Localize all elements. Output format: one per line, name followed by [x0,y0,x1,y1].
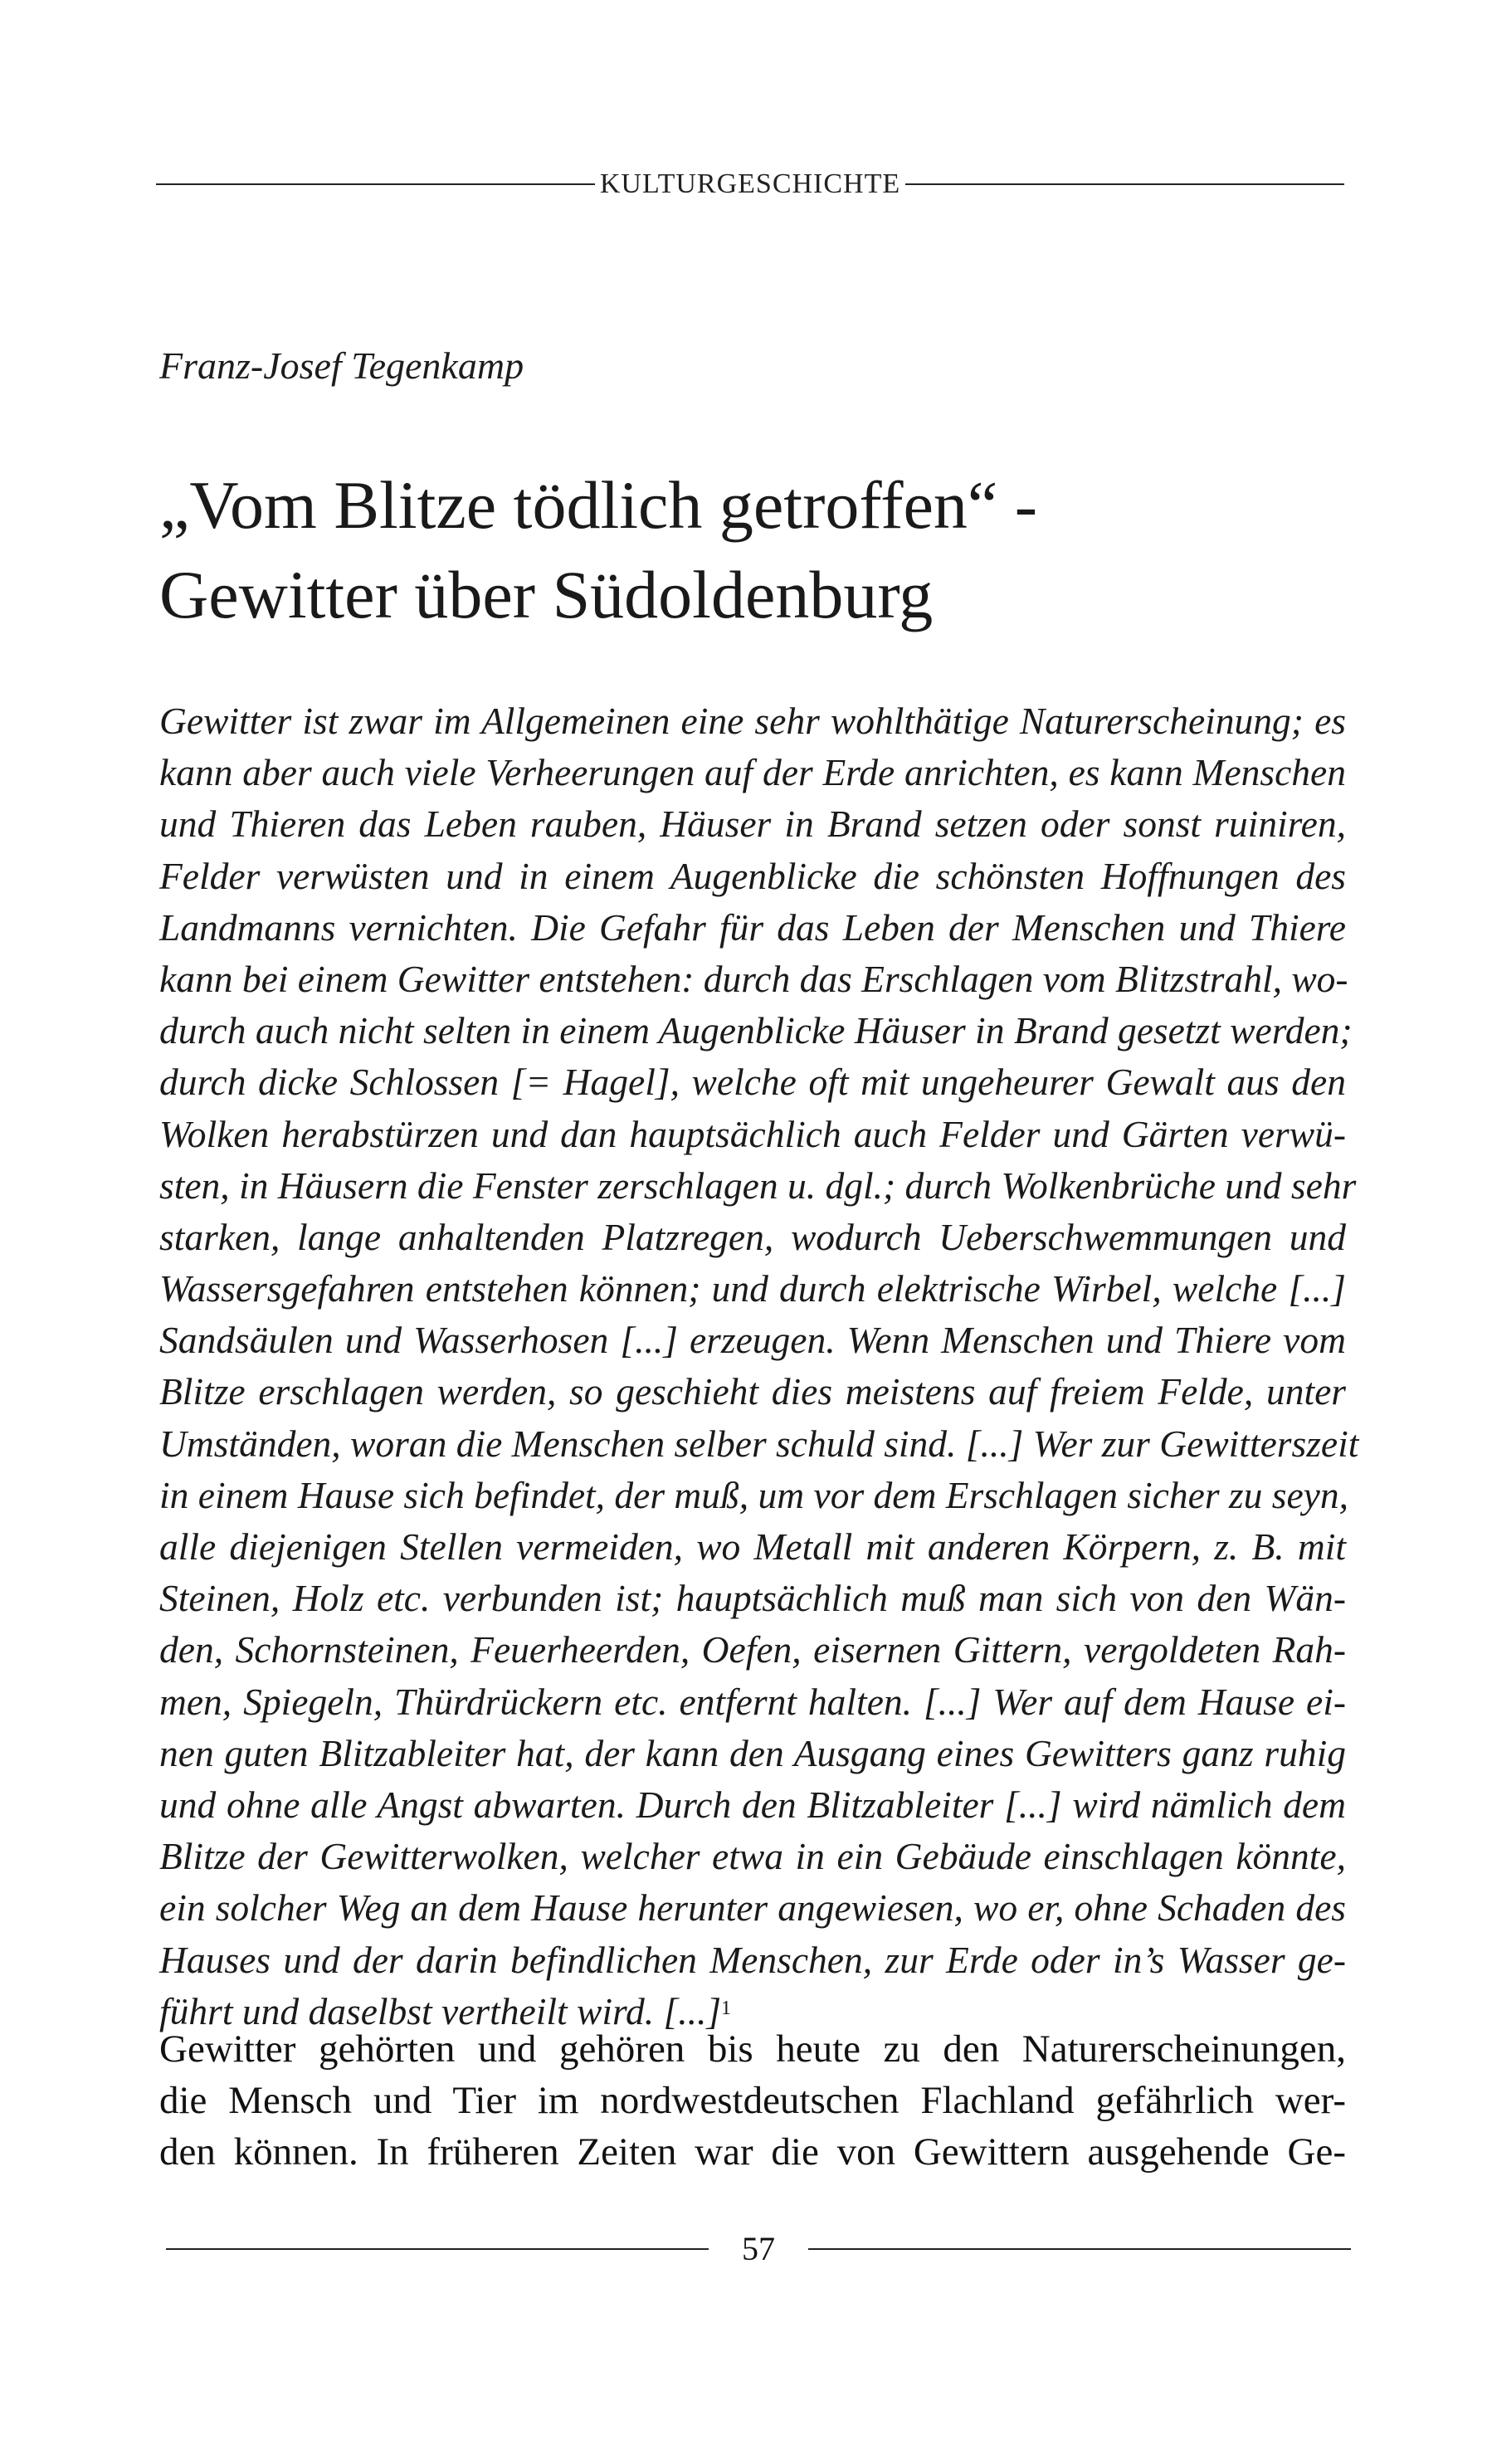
footer-rule-left [166,2248,709,2250]
footer-rule-right [808,2248,1351,2250]
quote-line: Blitze erschlagen werden, so geschieht dies meistens auf freiem Felde, unter [159,1370,1346,1413]
quote-line: Sandsäulen und Wasserhosen [...] erzeugen. Wenn Menschen und Thiere vom [159,1319,1346,1362]
quote-line: Wolken herabstürzen und dan hauptsächlich auch Felder und Gärten verwü- [159,1112,1346,1155]
body-line: den können. In früheren Zeiten war die von Gewittern ausgehende Ge- [159,2130,1346,2174]
quote-line: alle diejenigen Stellen vermeiden, wo Metall mit anderen Körpern, z. B. mit [159,1525,1346,1568]
quote-line: kann bei einem Gewitter entstehen: durch das Erschlagen vom Blitzstrahl, wo- [159,957,1348,1000]
author-name: Franz-Josef Tegenkamp [159,344,524,387]
quote-line: und Thieren das Leben rauben, Häuser in Brand setzen oder sonst ruiniren, [159,803,1346,846]
header-rule-left [156,183,595,185]
quote-line: führt und daselbst vertheilt wird. [...] [159,1989,722,2032]
quote-line: Umständen, woran die Menschen selber schuld sind. [...] Wer zur Gewitterszeit [159,1422,1359,1465]
quote-line: nen guten Blitzableiter hat, der kann den Ausgang eines Gewitters ganz ruhig [159,1731,1346,1774]
body-paragraph [159,2023,1346,2178]
quote-line: starken, lange anhaltenden Platzregen, wodurch Ueberschwemmungen und [159,1215,1346,1258]
quote-line: Hauses und der darin befindlichen Menschen, zur Erde oder in’s Wasser ge- [159,1938,1346,1981]
body-line: die Mensch und Tier im nordwestdeutschen Flachland gefährlich wer- [159,2079,1346,2122]
body-line: Gewitter gehörten und gehören bis heute zu den Naturerscheinungen, [159,2027,1346,2071]
quote-line: Blitze der Gewitterwolken, welcher etwa in ein Gebäude einschlagen könnte, [159,1835,1346,1878]
quote-line: durch auch nicht selten in einem Augenblicke Häuser in Brand gesetzt werden; [159,1009,1353,1052]
quote-line: kann aber auch viele Verheerungen auf der Erde anrichten, es kann Menschen [159,751,1346,794]
quote-line: Steinen, Holz etc. verbunden ist; hauptsächlich muß man sich von den Wän- [159,1577,1346,1620]
quote-line: Wassersgefahren entstehen können; und durch elektrische Wirbel, welche [...] [159,1267,1346,1310]
header-rule-right [905,183,1344,185]
footnote-marker[interactable]: 1 [721,1997,732,2019]
section-title: KULTURGESCHICHTE [599,168,901,199]
quote-line: und ohne alle Angst abwarten. Durch den Blitzableiter [...] wird nämlich dem [159,1783,1346,1826]
quote-line: Gewitter ist zwar im Allgemeinen eine sehr wohlthätige Naturerscheinung; es [159,700,1346,742]
page-number: 57 [742,2230,775,2267]
quote-line: sten, in Häusern die Fenster zerschlagen u. dgl.; durch Wolkenbrüche und sehr [159,1164,1357,1207]
quote-line: durch dicke Schlossen [= Hagel], welche oft mit ungeheurer Gewalt aus den [159,1061,1346,1104]
quote-line: Felder verwüsten und in einem Augenblicke die schönsten Hoffnungen des [159,854,1346,897]
article-title [159,461,1338,640]
page-footer [166,2232,1351,2266]
quote-line: ein solcher Weg an dem Hause herunter angewiesen, wo er, ohne Schaden des [159,1886,1346,1930]
running-header [156,170,1344,198]
quote-line: Landmanns vernichten. Die Gefahr für das Leben der Menschen und Thiere [159,905,1346,949]
epigraph-quote [159,695,1359,2037]
quote-line: in einem Hause sich befindet, der muß, um vor dem Erschlagen sicher zu seyn, [159,1473,1348,1516]
title-line-2: Gewitter über Südoldenburg [159,557,934,632]
quote-line: den, Schornsteinen, Feuerheerden, Oefen, eisernen Gittern, vergoldeten Rah- [159,1628,1346,1671]
title-line-1: „Vom Blitze tödlich getroffen“ - [159,467,1038,543]
quote-line: men, Spiegeln, Thürdrückern etc. entfernt halten. [...] Wer auf dem Hause ei- [159,1680,1346,1723]
